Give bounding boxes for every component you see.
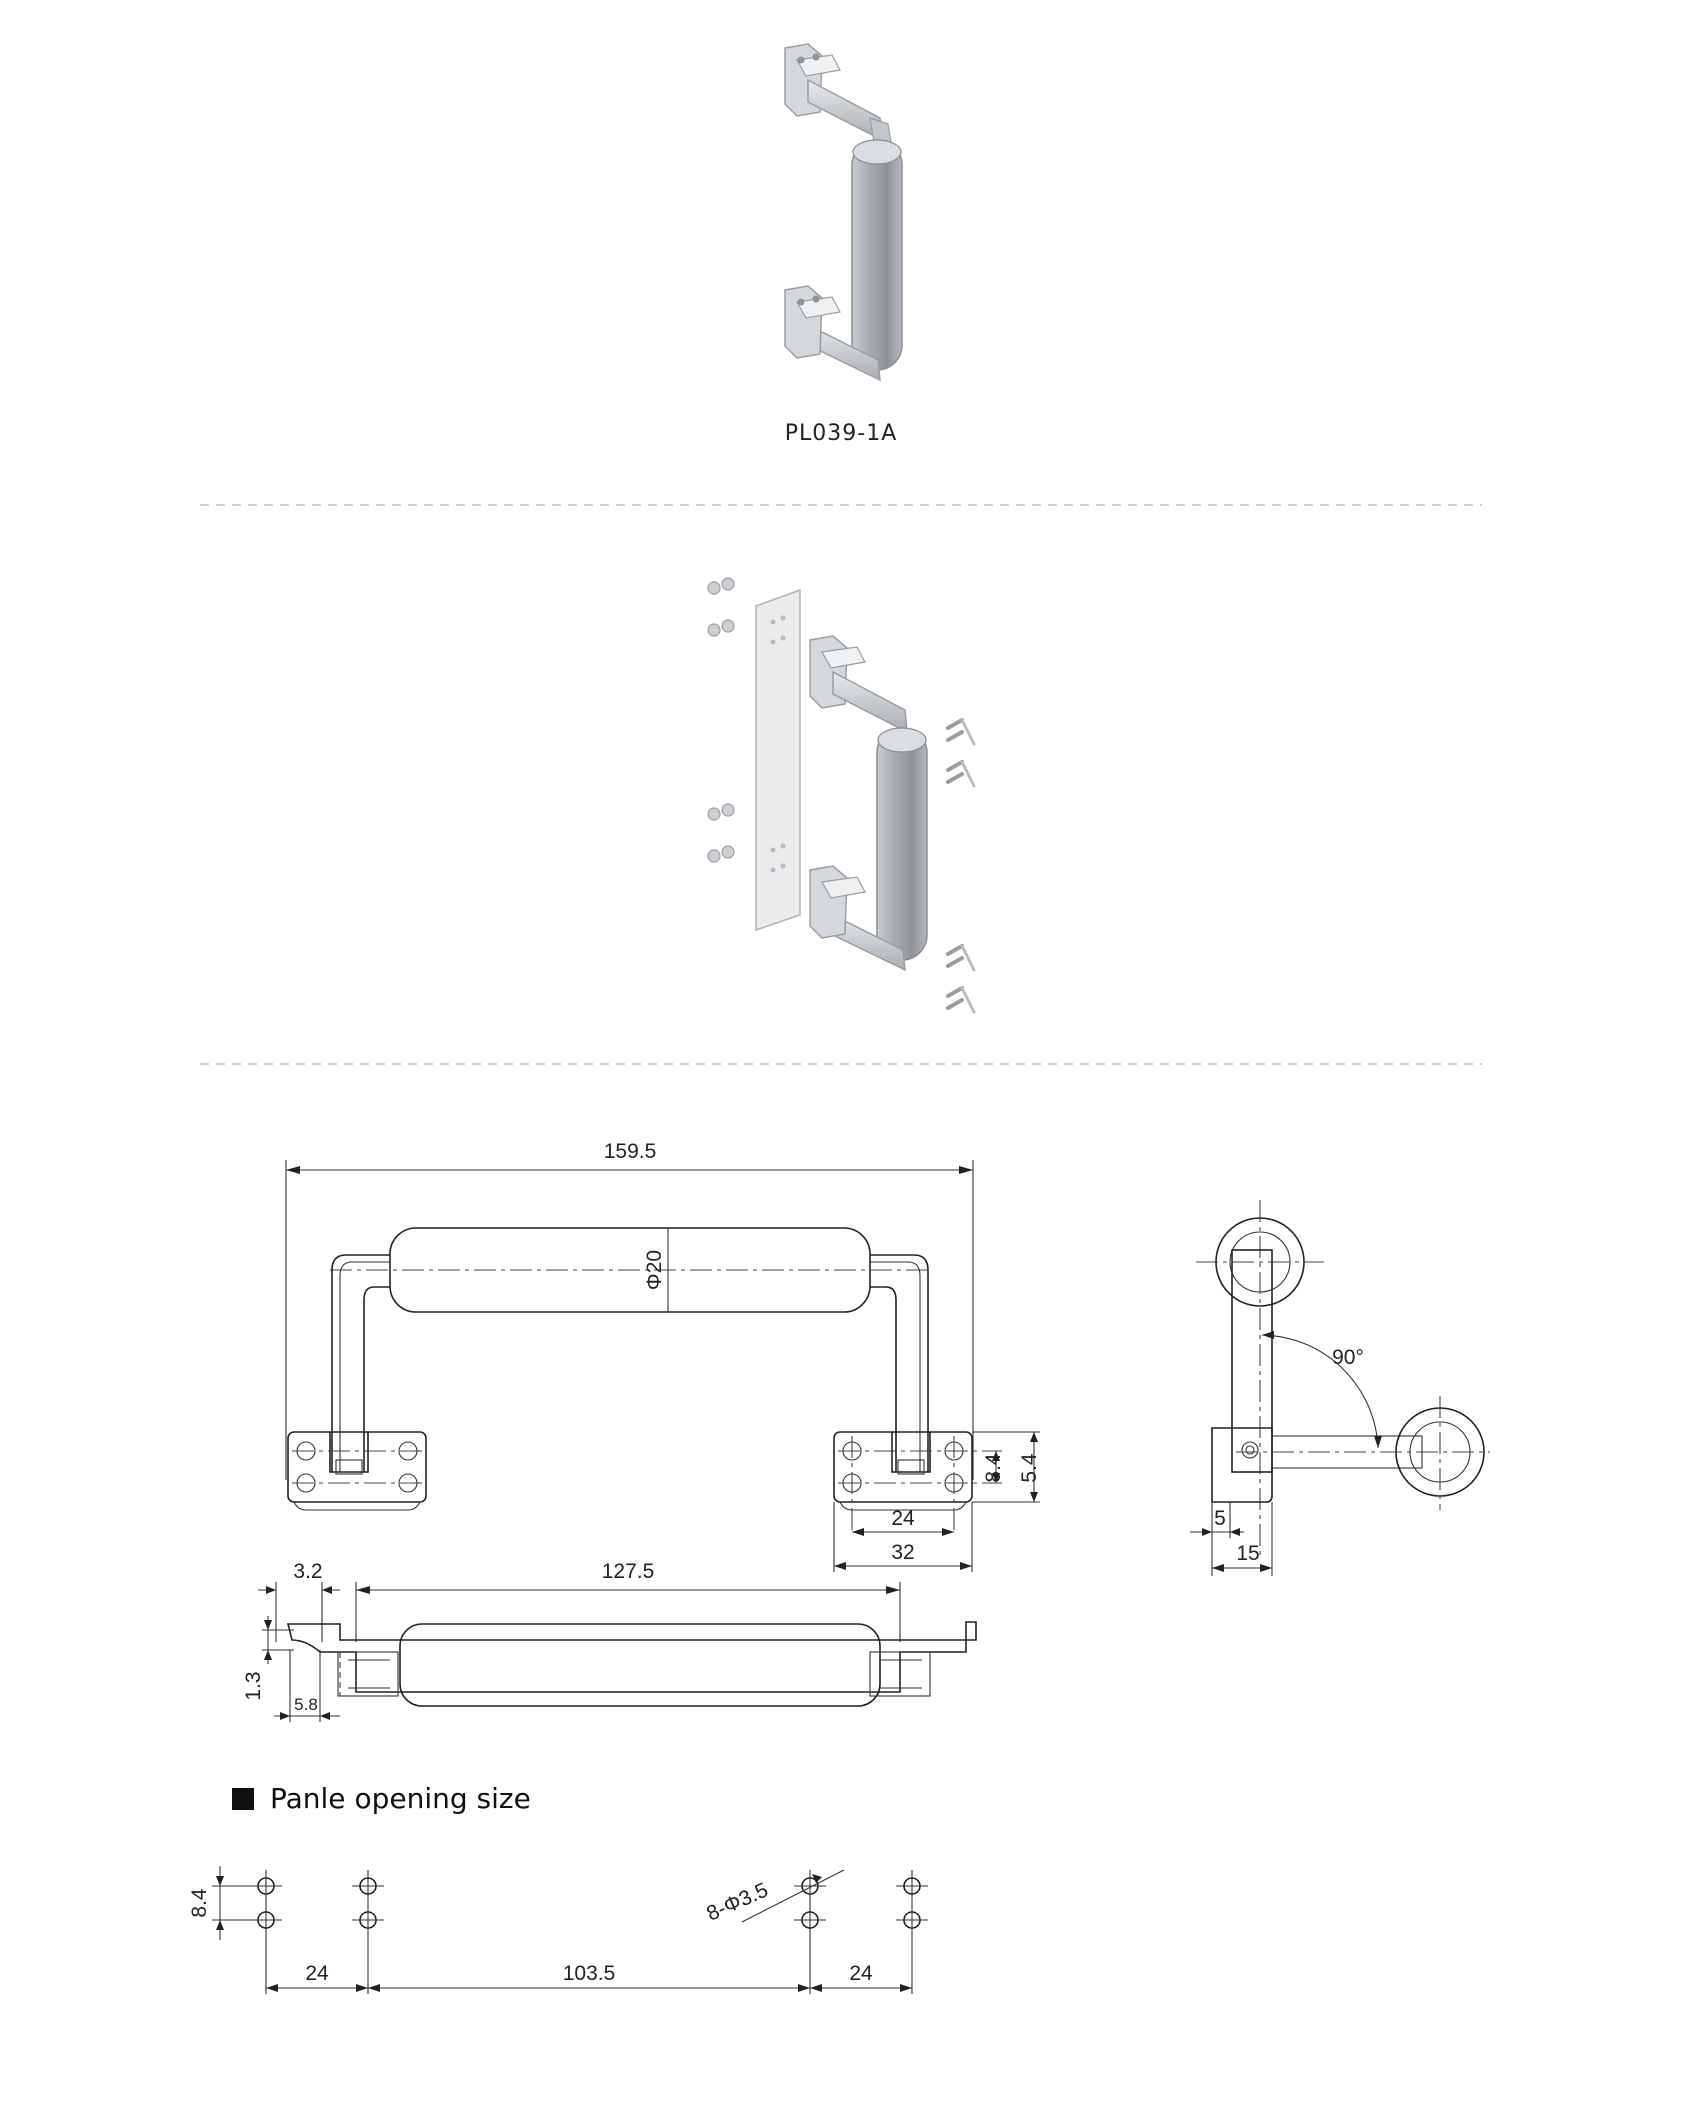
screws-group	[948, 720, 962, 1008]
panel-middle-spacing-label: 103.5	[562, 1962, 616, 1985]
panel-hole-spacing-v-label: 8.4	[188, 1888, 211, 1918]
handle-render	[785, 44, 902, 380]
top-view-drawing	[258, 1582, 976, 1722]
depth-label: 5.8	[294, 1695, 318, 1714]
side-offset-b-label: 15	[1236, 1542, 1260, 1565]
inner-length-label: 127.5	[601, 1560, 655, 1583]
panel-left-spacing-label: 24	[305, 1962, 329, 1985]
panel-right-spacing-label: 24	[849, 1962, 873, 1985]
nuts-group	[708, 578, 734, 862]
section-bullet-icon	[232, 1788, 254, 1810]
hole-spacing-v-label: 8.4	[982, 1453, 1005, 1483]
hole-spacing-h-label: 24	[891, 1507, 915, 1530]
base-width-label: 32	[891, 1541, 915, 1564]
grip-diameter-label: Φ20	[643, 1249, 666, 1291]
front-view-drawing	[286, 1160, 1040, 1572]
thickness-label: 3.2	[293, 1560, 323, 1583]
product-caption: PL039-1A	[784, 421, 898, 446]
exploded-assembly-render	[708, 578, 974, 1012]
side-view-drawing	[1190, 1200, 1490, 1576]
panel-holes-label: 8-Φ3.5	[703, 1878, 772, 1926]
base-height-label: 5.4	[1018, 1453, 1041, 1483]
overall-length-label: 159.5	[603, 1140, 657, 1163]
angle-label: 90°	[1332, 1346, 1364, 1369]
panel-opening-heading: Panle opening size	[270, 1782, 531, 1815]
lip-label: 1.3	[242, 1671, 265, 1701]
side-offset-a-label: 5	[1214, 1507, 1226, 1530]
